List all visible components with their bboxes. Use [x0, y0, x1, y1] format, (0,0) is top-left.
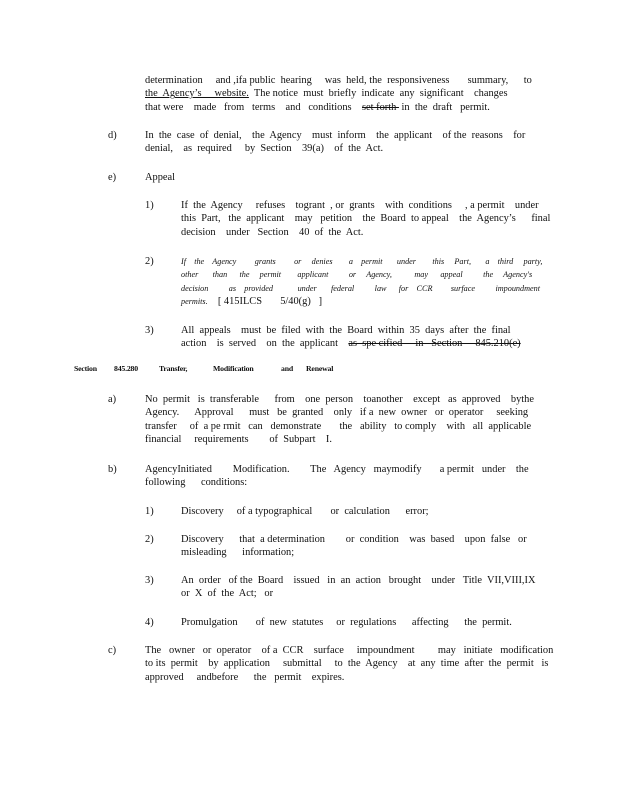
text-line: Discovery that a determination or condition was based upon false or [181, 534, 527, 545]
subitem-b3-paragraph [181, 574, 535, 601]
section-title-word: Renewal [306, 364, 334, 373]
subitem-e2-paragraph [181, 255, 542, 309]
text-line: financial requirements of Subpart I. [145, 434, 332, 446]
section-title-word: and [281, 364, 293, 373]
intro-paragraph [145, 74, 532, 114]
item-label-b: b) [108, 464, 117, 475]
struck-deletion: set forth [362, 101, 399, 113]
subitem-label-b3: 3) [145, 575, 154, 586]
text-line: transfer of a pe rmit can demonstrate the ability to comply with all applicable [145, 420, 532, 432]
section-title-word: Modification [213, 364, 254, 373]
subitem-b2-paragraph [181, 533, 527, 560]
text-line: other than the permit applicant or Agency, may appeal the Agency's [181, 270, 533, 280]
subitem-label-b1: 1) [145, 506, 154, 517]
text-line: decision under Section 40 of the Act. [181, 226, 364, 238]
struck-deletion: as spe cified in Section 845.210(e) [348, 338, 521, 350]
text-line: The owner or operator of a CCR surface impoundment may initiate modification [145, 645, 554, 656]
text-line: misleading information; [181, 547, 295, 559]
text-line: or X of the Act; or [181, 588, 274, 600]
item-b-paragraph [145, 463, 529, 490]
item-label-e: e) [108, 172, 117, 183]
text-line: following conditions: [145, 477, 248, 489]
text-line: Promulgation of new statutes or regulations affecting the permit. [181, 617, 512, 628]
text-line: In the case of denial, the Agency must inform the applicant of the reasons for [145, 130, 526, 141]
text-line: that were made from terms and conditions set forth in the draft permit. [145, 101, 490, 113]
text-line: decision as provided under federal law for CCR surface impoundment [181, 283, 541, 293]
text-line: this Part, the applicant may petition the Board to appeal the Agency’s final [181, 213, 551, 225]
item-label-c: c) [108, 645, 117, 656]
subitem-label-b4: 4) [145, 617, 154, 628]
text-line: denial, as required by Section 39(a) of the Act. [145, 143, 384, 155]
section-label: Section [74, 364, 97, 373]
text-line: to its permit by application submittal to the Agency at any time after the permit is [145, 658, 549, 670]
text-line: approved andbefore the permit expires. [145, 671, 345, 683]
subitem-label-e1: 1) [145, 200, 154, 211]
subitem-b4-paragraph [181, 616, 512, 629]
text-line: An order of the Board issued in an action brought under Title VII,VIII,IX [181, 575, 536, 586]
text-line: Discovery of a typographical or calculation error; [181, 506, 429, 517]
item-label-d: d) [108, 130, 117, 141]
underlined-insertion: the Agency’s website. [145, 88, 249, 100]
subitem-b1-paragraph [181, 505, 429, 518]
item-d-paragraph [145, 129, 525, 156]
text-line: permits. [ 415ILCS 5/40(g) ] [181, 296, 323, 308]
subitem-label-e2: 2) [145, 256, 154, 267]
text-line: the Agency’s website. The notice must briefly indicate any significant changes [145, 88, 508, 100]
item-a-paragraph [145, 393, 534, 447]
item-c-paragraph [145, 644, 553, 684]
subitem-e3-paragraph [181, 324, 521, 351]
text-line: action is served on the applicant as spe cified in Section 845.210(e) [181, 338, 521, 350]
subitem-label-e3: 3) [145, 325, 154, 336]
subitem-label-b2: 2) [145, 534, 154, 545]
statute-citation: [ 415ILCS 5/40(g) ] [217, 296, 323, 308]
item-e-heading: Appeal [145, 172, 176, 183]
section-number: 845.280 [114, 364, 138, 373]
text-line: AgencyInitiated Modification. The Agency maymodify a permit under the [145, 464, 529, 475]
item-label-a: a) [108, 394, 117, 405]
text-line: determination and ,ifa public hearing was held, the responsiveness summary, to [145, 75, 532, 86]
subitem-e1-paragraph [181, 199, 550, 239]
text-line: No permit is transferable from one person toanother except as approved bythe [145, 394, 534, 405]
text-line: If the Agency grants or denies a permit under this Part, a third party, [181, 257, 543, 266]
text-line: All appeals must be filed with the Board within 35 days after the final [181, 325, 511, 336]
section-title-word: Transfer, [159, 364, 188, 373]
text-line: Agency. Approval must be granted only if a new owner or operator seeking [145, 407, 529, 419]
text-line: If the Agency refuses togrant , or grants with conditions , a permit under [181, 200, 539, 211]
